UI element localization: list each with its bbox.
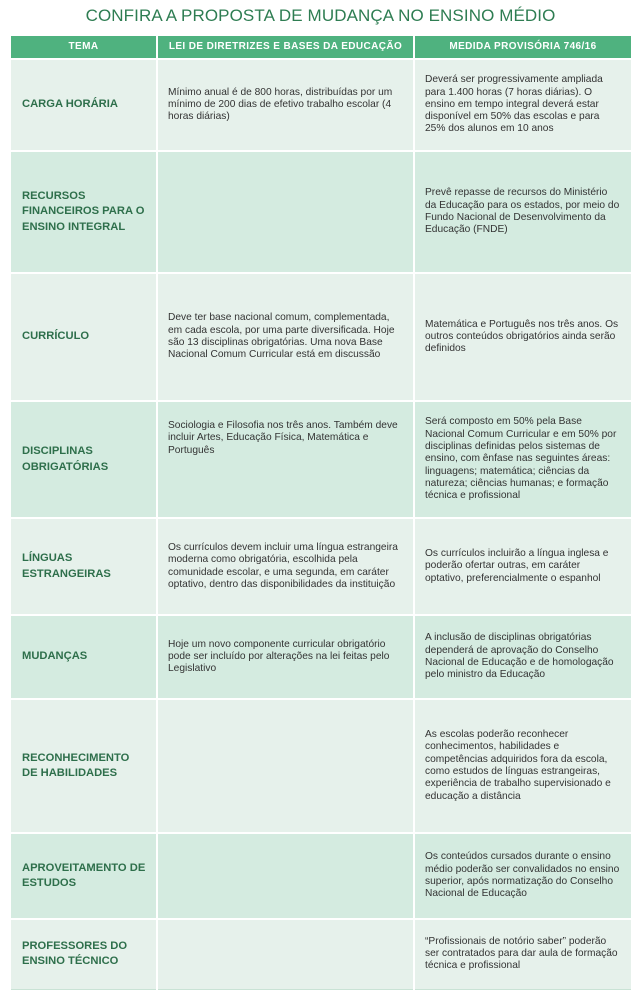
row-tema: DISCIPLINAS OBRIGATÓRIAS: [11, 401, 157, 518]
header-tema: TEMA: [11, 36, 157, 59]
row-tema: RECONHECIMENTO DE HABILIDADES: [11, 699, 157, 833]
row-ldb: [157, 699, 414, 833]
row-mp: Prevê repasse de recursos do Ministério da Educação para os estados, por meio do Fundo Nacional de Desenvolvimento da Educação (FNDE): [414, 151, 631, 273]
row-mp: Deverá ser progressivamente ampliada para 1.400 horas (7 horas diárias). O ensino em tempo integral deverá estar disponível em 50% das escolas e para 25% dos alunos em 10 anos: [414, 59, 631, 151]
row-tema: APROVEITAMENTO DE ESTUDOS: [11, 833, 157, 919]
row-tema: PROFESSORES DO ENSINO TÉCNICO: [11, 919, 157, 989]
table-header-row: [11, 36, 631, 59]
row-ldb: Sociologia e Filosofia nos três anos. Também deve incluir Artes, Educação Física, Matemática e Português: [157, 401, 414, 518]
row-mp: Matemática e Português nos três anos. Os outros conteúdos obrigatórios ainda serão definidos: [414, 273, 631, 401]
table-row: [11, 273, 631, 401]
table-row: [11, 833, 631, 919]
row-tema: MUDANÇAS: [11, 615, 157, 699]
row-mp: Os currículos incluirão a língua inglesa e poderão ofertar outras, em caráter optativo, preferencialmente o espanhol: [414, 518, 631, 615]
row-mp: A inclusão de disciplinas obrigatórias dependerá de aprovação do Conselho Nacional de Educação e de homologação pelo ministro da Educação: [414, 615, 631, 699]
page-title: CONFIRA A PROPOSTA DE MUDANÇA NO ENSINO MÉDIO: [85, 6, 556, 25]
row-mp: Será composto em 50% pela Base Nacional Comum Curricular e em 50% por disciplinas definidas pelos sistemas de ensino, com ênfase nas seguintes áreas: linguagens; matemática; ciências da natureza; ciências humanas; e formação técnica e profissional: [414, 401, 631, 518]
row-mp: Os conteúdos cursados durante o ensino médio poderão ser convalidados no ensino superior, após normatização do Conselho Nacional de Educação: [414, 833, 631, 919]
table-row: [11, 518, 631, 615]
row-ldb: Hoje um novo componente curricular obrigatório pode ser incluído por alterações na lei feitas pelo Legislativo: [157, 615, 414, 699]
table-row: [11, 919, 631, 989]
row-ldb: [157, 833, 414, 919]
table-row: [11, 699, 631, 833]
row-tema: RECURSOS FINANCEIROS PARA O ENSINO INTEGRAL: [11, 151, 157, 273]
table-row: [11, 151, 631, 273]
row-ldb: Mínimo anual é de 800 horas, distribuídas por um mínimo de 200 dias de efetivo trabalho escolar (4 horas diárias): [157, 59, 414, 151]
row-ldb: [157, 151, 414, 273]
row-ldb: [157, 919, 414, 989]
header-mp: MEDIDA PROVISÓRIA 746/16: [414, 36, 631, 59]
header-ldb: LEI DE DIRETRIZES E BASES DA EDUCAÇÃO: [157, 36, 414, 59]
table-row: [11, 615, 631, 699]
row-ldb: Deve ter base nacional comum, complementada, em cada escola, por uma parte diversificada. Hoje são 13 disciplinas obrigatórias. Uma nova Base Nacional Comum Curricular está em discussão: [157, 273, 414, 401]
row-tema: CARGA HORÁRIA: [11, 59, 157, 151]
row-mp: As escolas poderão reconhecer conhecimentos, habilidades e competências adquiridos fora da escola, como estudos de línguas estrangeiras, experiência de trabalho supervisionado e educação a distância: [414, 699, 631, 833]
row-tema: CURRÍCULO: [11, 273, 157, 401]
table-row: [11, 401, 631, 518]
row-tema: LÍNGUAS ESTRANGEIRAS: [11, 518, 157, 615]
row-ldb: Os currículos devem incluir uma língua estrangeira moderna como obrigatória, escolhida pela comunidade escolar, e uma segunda, em caráter optativo, dentro das disponibilidades da instituição: [157, 518, 414, 615]
comparison-table: [11, 36, 631, 990]
table-row: [11, 59, 631, 151]
row-mp: “Profissionais de notório saber” poderão ser contratados para dar aula de formação técnica e profissional: [414, 919, 631, 989]
